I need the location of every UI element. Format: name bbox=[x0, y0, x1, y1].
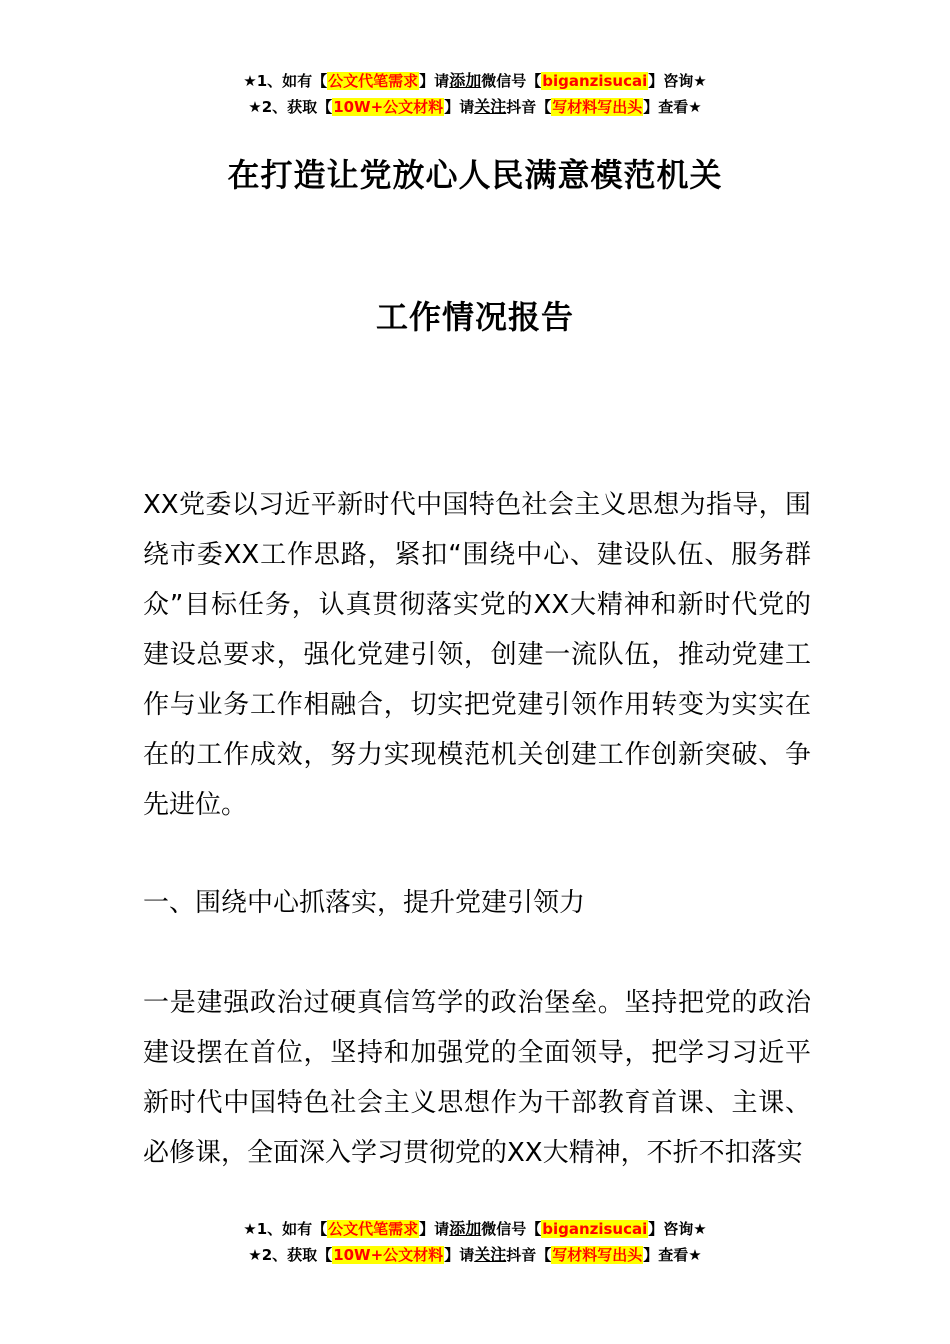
body-paragraph-1: XX党委以习近平新时代中国特色社会主义思想为指导，围绕市委XX工作思路，紧扣“围绕中心、建设队伍、服务群众”目标任务，认真贯彻落实党的XX大精神和新时代党的建设总要求，强化党建引领，创建一流队伍，推动党建工作与业务工作相融合，切实把党建引领作用转变为实实在在的工作成效，努力实现模范机关创建工作创新突破、争先进位。 bbox=[143, 490, 811, 820]
banner-highlight: 10W+公文材料 bbox=[333, 1246, 444, 1264]
banner-text: ★1、如有【 bbox=[243, 1220, 328, 1238]
banner-text: 】请 bbox=[444, 98, 475, 116]
footer-banner bbox=[0, 1216, 950, 1268]
banner-line-2 bbox=[0, 1242, 950, 1268]
banner-text: 】请 bbox=[419, 72, 450, 90]
banner-text: 抖音【 bbox=[506, 98, 552, 116]
banner-line-1 bbox=[0, 1216, 950, 1242]
banner-highlight: 公文代笔需求 bbox=[328, 72, 419, 90]
banner-text: 】查看★ bbox=[643, 1246, 702, 1264]
banner-text: 】查看★ bbox=[643, 98, 702, 116]
banner-text: 微信号【 bbox=[481, 72, 542, 90]
banner-text: 】咨询★ bbox=[648, 1220, 707, 1238]
banner-text: 微信号【 bbox=[481, 1220, 542, 1238]
banner-text: 抖音【 bbox=[506, 1246, 552, 1264]
section-heading-1: 一、围绕中心抓落实，提升党建引领力 bbox=[143, 888, 586, 918]
banner-highlight: 公文代笔需求 bbox=[328, 1220, 419, 1238]
banner-highlight: 写材料写出头 bbox=[552, 1246, 643, 1264]
banner-line-1 bbox=[0, 68, 950, 94]
banner-underline: 添加 bbox=[449, 71, 482, 90]
document-title-line-1: 在打造让党放心人民满意模范机关 bbox=[227, 156, 723, 194]
banner-underline: 关注 bbox=[474, 1245, 507, 1264]
banner-line-2 bbox=[0, 94, 950, 120]
banner-highlight: 写材料写出头 bbox=[552, 98, 643, 116]
banner-text: 】咨询★ bbox=[648, 72, 707, 90]
banner-text: ★2、获取【 bbox=[248, 98, 333, 116]
header-banner bbox=[0, 68, 950, 120]
banner-text: 】请 bbox=[444, 1246, 475, 1264]
banner-text: ★2、获取【 bbox=[248, 1246, 333, 1264]
banner-text: 】请 bbox=[419, 1220, 450, 1238]
document-title-line-2: 工作情况报告 bbox=[375, 298, 574, 336]
banner-highlight: biganzisucai bbox=[542, 72, 648, 90]
banner-underline: 关注 bbox=[474, 97, 507, 116]
banner-text: ★1、如有【 bbox=[243, 72, 328, 90]
body-paragraph-2: 一是建强政治过硬真信笃学的政治堡垒。坚持把党的政治建设摆在首位，坚持和加强党的全面领导，把学习习近平新时代中国特色社会主义思想作为干部教育首课、主课、必修课，全面深入学习贯彻党的XX大精神，不折不扣落实 bbox=[143, 988, 811, 1168]
banner-highlight: biganzisucai bbox=[542, 1220, 648, 1238]
banner-highlight: 10W+公文材料 bbox=[333, 98, 444, 116]
banner-underline: 添加 bbox=[449, 1219, 482, 1238]
